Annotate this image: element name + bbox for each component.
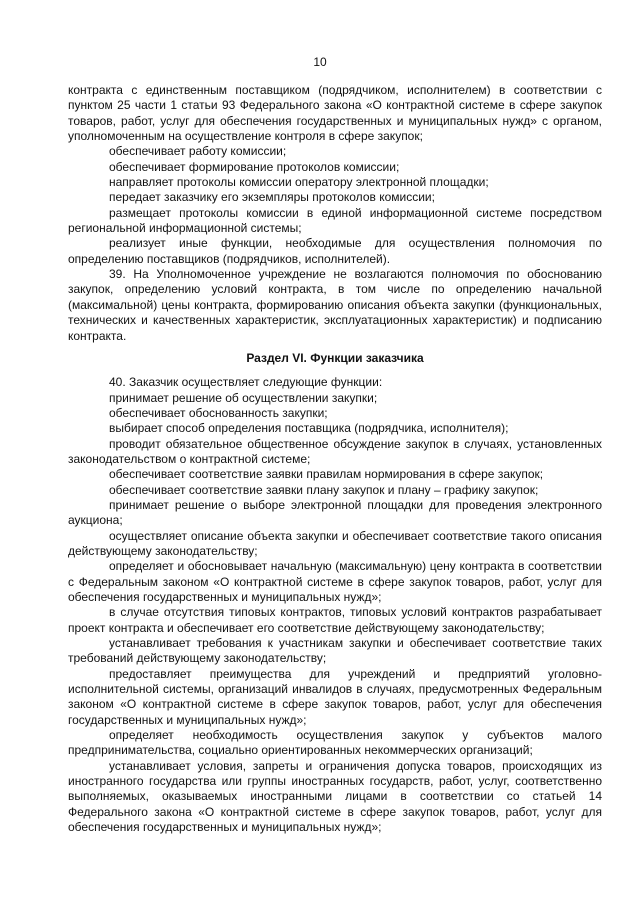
paragraph: устанавливает условия, запреты и ограничения допуска товаров, происходящих из иностранного государства или группы иностранных государств, работ, услуг, соответственно выполняемых, оказываемых иностранными лицами в соответствии со статьей 14 Федерального закона «О контрактной системе в сфере закупок товаров, работ, услуг для обеспечения государственных и муниципальных нужд»; — [68, 758, 602, 835]
paragraph: реализует иные функции, необходимые для осуществления полномочия по определению поставщиков (подрядчиков, исполнителей). — [68, 236, 602, 266]
paragraph: в случае отсутствия типовых контрактов, типовых условий контрактов разрабатывает проект контракта и обеспечивает его соответствие действующему законодательству; — [68, 605, 602, 635]
paragraph: направляет протоколы комиссии оператору электронной площадки; — [109, 175, 489, 190]
paragraph: обеспечивает обоснованность закупки; — [109, 405, 328, 420]
paragraph-40: 40. Заказчик осуществляет следующие функции: — [109, 375, 383, 390]
paragraph: принимает решение о выборе электронной площадки для проведения электронного аукциона; — [68, 497, 602, 528]
page-number: 10 — [313, 55, 327, 69]
paragraph: контракта с единственным поставщиком (подрядчиком, исполнителем) в соответствии с пунктом 25 части 1 статьи 93 Федерального закона «О контрактной системе в сфере закупок товаров, работ, услуг для обеспечения государственных и муниципальных нужд» с органом, уполномоченным на осуществление контроля в сфере закупок; — [68, 83, 602, 144]
paragraph: обеспечивает работу комиссии; — [109, 144, 287, 159]
paragraph: размещает протоколы комиссии в единой информационной системе посредством региональной информационной системы; — [68, 205, 602, 236]
paragraph: обеспечивает формирование протоколов комиссии; — [109, 159, 400, 174]
paragraph: выбирает способ определения поставщика (подрядчика, исполнителя); — [109, 421, 509, 436]
paragraph: обеспечивает соответствие заявки правилам нормирования в сфере закупок; — [109, 467, 544, 482]
paragraph: осуществляет описание объекта закупки и обеспечивает соответствие такого описания действующему законодательству; — [68, 528, 602, 558]
paragraph: определяет и обосновывает начальную (максимальную) цену контракта в соответствии с Федеральным законом «О контрактной системе в сфере закупок товаров, работ, услуг для обеспечения государственных и муниципальных нужд»; — [68, 559, 602, 604]
paragraph: принимает решение об осуществлении закупки; — [109, 390, 378, 405]
paragraph: обеспечивает соответствие заявки плану закупок и плану – графику закупок; — [109, 482, 539, 497]
document-body — [68, 83, 602, 836]
paragraph: устанавливает требования к участникам закупки и обеспечивает соответствие таких требований действующему законодательству; — [68, 636, 602, 666]
section-title: Раздел VI. Функции заказчика — [246, 350, 424, 365]
paragraph-39: 39. На Уполномоченное учреждение не возлагаются полномочия по обоснованию закупок, определению условий контракта, в том числе по определению начальной (максимальной) цены контракта, формированию описания объекта закупки (функциональных, технических и качественных характеристик, эксплуатационных характеристик) и подписанию контракта. — [68, 267, 602, 343]
paragraph: определяет необходимость осуществления закупок у субъектов малого предпринимательства, социально ориентированных некоммерческих организаций; — [68, 728, 602, 758]
paragraph: проводит обязательное общественное обсуждение закупок в случаях, установленных законодательством о контрактной системе; — [68, 436, 602, 466]
paragraph: предоставляет преимущества для учреждений и предприятий уголовно-исполнительной системы, организаций инвалидов в случаях, предусмотренных Федеральным законом «О контрактной системе в сфере закупок товаров, работ, услуг для обеспечения государственных и муниципальных нужд»; — [68, 666, 602, 727]
paragraph: передает заказчику его экземпляры протоколов комиссии; — [109, 190, 435, 205]
